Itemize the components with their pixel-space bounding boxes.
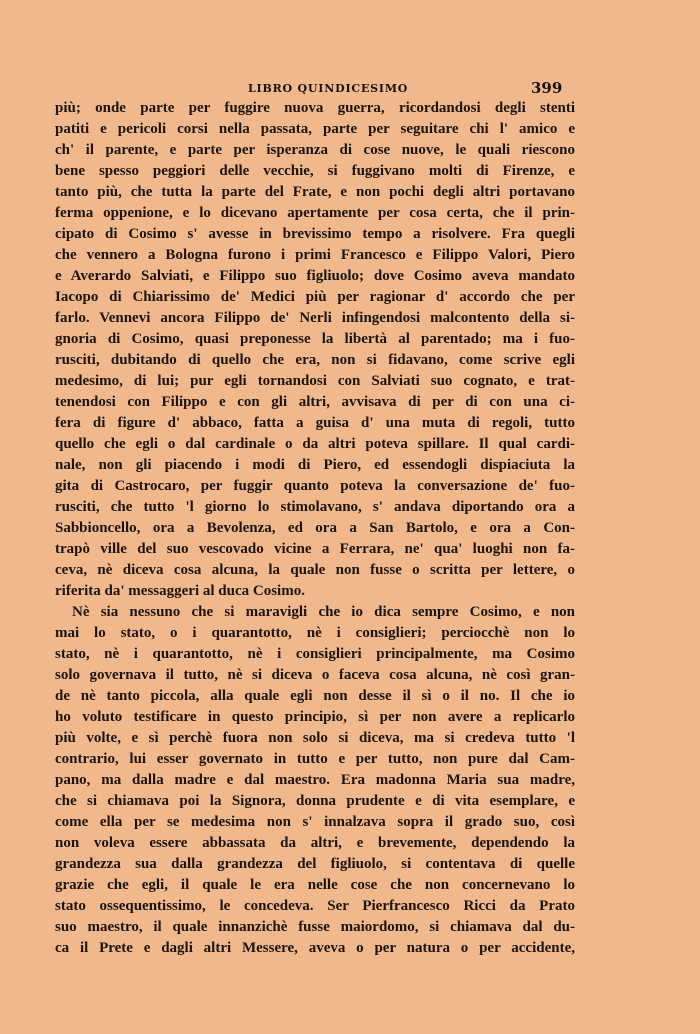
text-line: Iacopo di Chiarissimo de' Medici più per ragionar d' accordo che per xyxy=(55,289,575,305)
text-line: Sabbioncello, ora a Bevolenza, ed ora a San Bartolo, e ora a Con- xyxy=(55,520,575,536)
body-text xyxy=(55,98,575,959)
text-line: che vennero a Bologna furono i primi Francesco e Filippo Valori, Piero xyxy=(55,247,575,263)
text-line: mai lo stato, o i quarantotto, nè i consiglieri; perciocchè non lo xyxy=(55,625,575,641)
text-line: come ella per se medesima non s' innalzava sopra il grado suo, così xyxy=(55,814,575,830)
text-line: quello che egli o dal cardinale o da altri poteva spillare. Il qual cardi- xyxy=(55,436,575,452)
text-line: tanto più, che tutta la parte del Frate, e non pochi degli altri portavano xyxy=(55,184,575,200)
text-line: non voleva essere abbassata da altri, e brevemente, dependendo la xyxy=(55,835,575,851)
text-line: farlo. Vennevi ancora Filippo de' Nerli infingendosi malcontento della si- xyxy=(55,310,575,326)
text-line: ca il Prete e dagli altri Messere, aveva o per natura o per accidente, xyxy=(55,940,575,956)
text-line: ceva, nè diceva cosa alcuna, la quale non fusse o scritta per lettere, o xyxy=(55,562,575,578)
paragraph-end-line: riferita da' messaggeri al duca Cosimo. xyxy=(55,583,305,599)
text-line: e Averardo Salviati, e Filippo suo figliuolo; dove Cosimo aveva mandato xyxy=(55,268,575,284)
text-line: bene spesso peggiori delle vecchie, si fuggivano molti di Firenze, e xyxy=(55,163,575,179)
text-line: nale, non gli piacendo i modi di Piero, ed essendogli dispiaciuta la xyxy=(55,457,575,473)
text-line: più volte, e sì perchè fuora non solo si diceva, ma si credeva tutto 'l xyxy=(55,730,575,746)
text-line: grazie che egli, il quale le era nelle cose che non concernevano lo xyxy=(55,877,575,893)
text-line: gita di Castrocaro, per fuggir quanto poteva la conversazione de' fuo- xyxy=(55,478,575,494)
text-line: ch' il parente, e parte per isperanza di cose nuove, le quali riescono xyxy=(55,142,575,158)
text-line: ho voluto testificare in questo principio, sì per non avere a replicarlo xyxy=(55,709,575,725)
text-line: cipato di Cosimo s' avesse in brevissimo tempo a risolvere. Fra quegli xyxy=(55,226,575,242)
paragraph-start-line: Nè sia nessuno che si maravigli che io dica sempre Cosimo, e non xyxy=(72,604,575,620)
text-line: rusciti, dubitando di quello che era, non si fidavano, come scrive egli xyxy=(55,352,575,368)
text-line: tenendosi con Filippo e con gli altri, avvisava di per di con una ci- xyxy=(55,394,575,410)
text-line: ferma oppenione, e lo dicevano apertamente per cosa certa, che il prin- xyxy=(55,205,575,221)
text-line: contrario, lui esser governato in tutto e per tutto, non pure dal Cam- xyxy=(55,751,575,767)
text-line: suo maestro, il quale innanzichè fusse maiordomo, si chiamava dal du- xyxy=(55,919,575,935)
text-line: pano, ma dalla madre e dal maestro. Era madonna Maria sua madre, xyxy=(55,772,575,788)
running-title: LIBRO QUINDICESIMO xyxy=(248,82,409,95)
text-line: solo governava il tutto, nè si diceva o faceva cosa alcuna, nè così gran- xyxy=(55,667,575,683)
text-line: grandezza sua dalla grandezza del figliuolo, si contentava di quelle xyxy=(55,856,575,872)
text-line: più; onde parte per fuggire nuova guerra, ricordandosi degli stenti xyxy=(55,100,575,116)
page-number: 399 xyxy=(531,79,563,97)
text-line: rusciti, che tutto 'l giorno lo stimolavano, s' andava diportando ora a xyxy=(55,499,575,515)
text-line: stato ossequentissimo, le concedeva. Ser Pierfrancesco Ricci da Prato xyxy=(55,898,575,914)
text-line: che si chiamava poi la Signora, donna prudente e di vita esemplare, e xyxy=(55,793,575,809)
text-line: fera di figure d' abbaco, fatta a guisa d' una muta di regoli, tutto xyxy=(55,415,575,431)
text-line: trapò ville del suo vescovado vicine a Ferrara, ne' qua' luoghi non fa- xyxy=(55,541,575,557)
text-line: medesimo, di lui; pur egli tornandosi con Salviati suo cognato, e trat- xyxy=(55,373,575,389)
text-line: de nè tanto piccola, alla quale egli non desse il sì o il no. Il che io xyxy=(55,688,575,704)
text-line: patiti e pericoli corsi nella passata, parte per seguitare chi l' amico e xyxy=(55,121,575,137)
text-line: gnoria di Cosimo, quasi preponesse la libertà al parentado; ma i fuo- xyxy=(55,331,575,347)
running-header xyxy=(0,79,700,99)
text-line: stato, nè i quarantotto, nè i consiglieri principalmente, ma Cosimo xyxy=(55,646,575,662)
